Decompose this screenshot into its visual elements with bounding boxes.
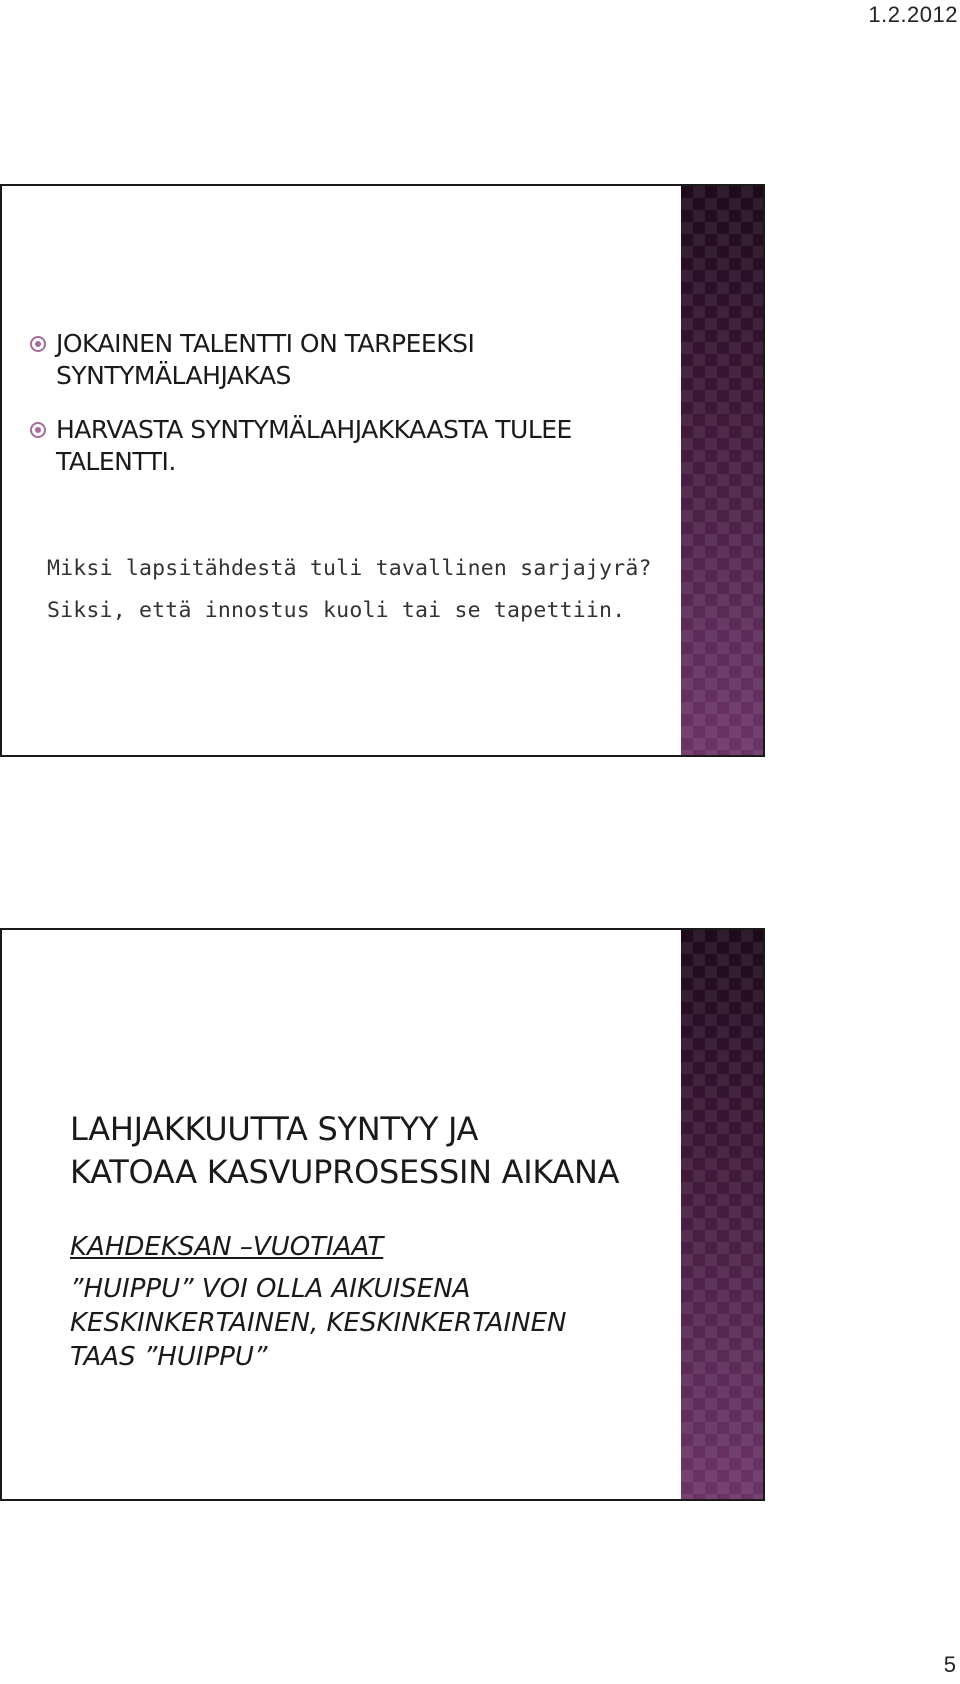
decorative-band	[681, 930, 763, 1499]
target-bullet-icon	[30, 422, 46, 438]
body-line: ”HUIPPU” VOI OLLA AIKUISENA	[70, 1274, 471, 1304]
bullet-line: HARVASTA SYNTYMÄLAHJAKKAASTA TULEE	[56, 415, 572, 444]
slide-1	[0, 184, 765, 757]
heading-line: LAHJAKKUUTTA SYNTYY JA	[70, 1110, 479, 1148]
bullet-item	[30, 414, 610, 478]
heading-line: KATOAA KASVUPROSESSIN AIKANA	[70, 1153, 620, 1191]
bullet-text	[56, 328, 474, 392]
question-answer-text	[47, 548, 652, 632]
bullet-list	[30, 328, 610, 500]
subheading: KAHDEKSAN –VUOTIAAT	[70, 1232, 384, 1262]
target-bullet-icon	[30, 336, 46, 352]
slide-2	[0, 928, 765, 1501]
slide-heading	[70, 1108, 619, 1194]
slide-body	[70, 1230, 566, 1374]
page-date: 1.2.2012	[868, 2, 958, 27]
bullet-item	[30, 328, 610, 392]
bullet-text	[56, 414, 572, 478]
decorative-band	[681, 186, 763, 755]
page-number: 5	[943, 1652, 956, 1677]
body-line: KESKINKERTAINEN, KESKINKERTAINEN	[70, 1308, 567, 1338]
bullet-line: TALENTTI.	[56, 447, 176, 476]
answer-line: Siksi, että innostus kuoli tai se tapettiin.	[47, 598, 626, 623]
bullet-line: JOKAINEN TALENTTI ON TARPEEKSI	[56, 329, 475, 358]
question-line: Miksi lapsitähdestä tuli tavallinen sarjajyrä?	[47, 556, 652, 581]
body-line: TAAS ”HUIPPU”	[70, 1342, 268, 1372]
bullet-line: SYNTYMÄLAHJAKAS	[56, 361, 291, 390]
